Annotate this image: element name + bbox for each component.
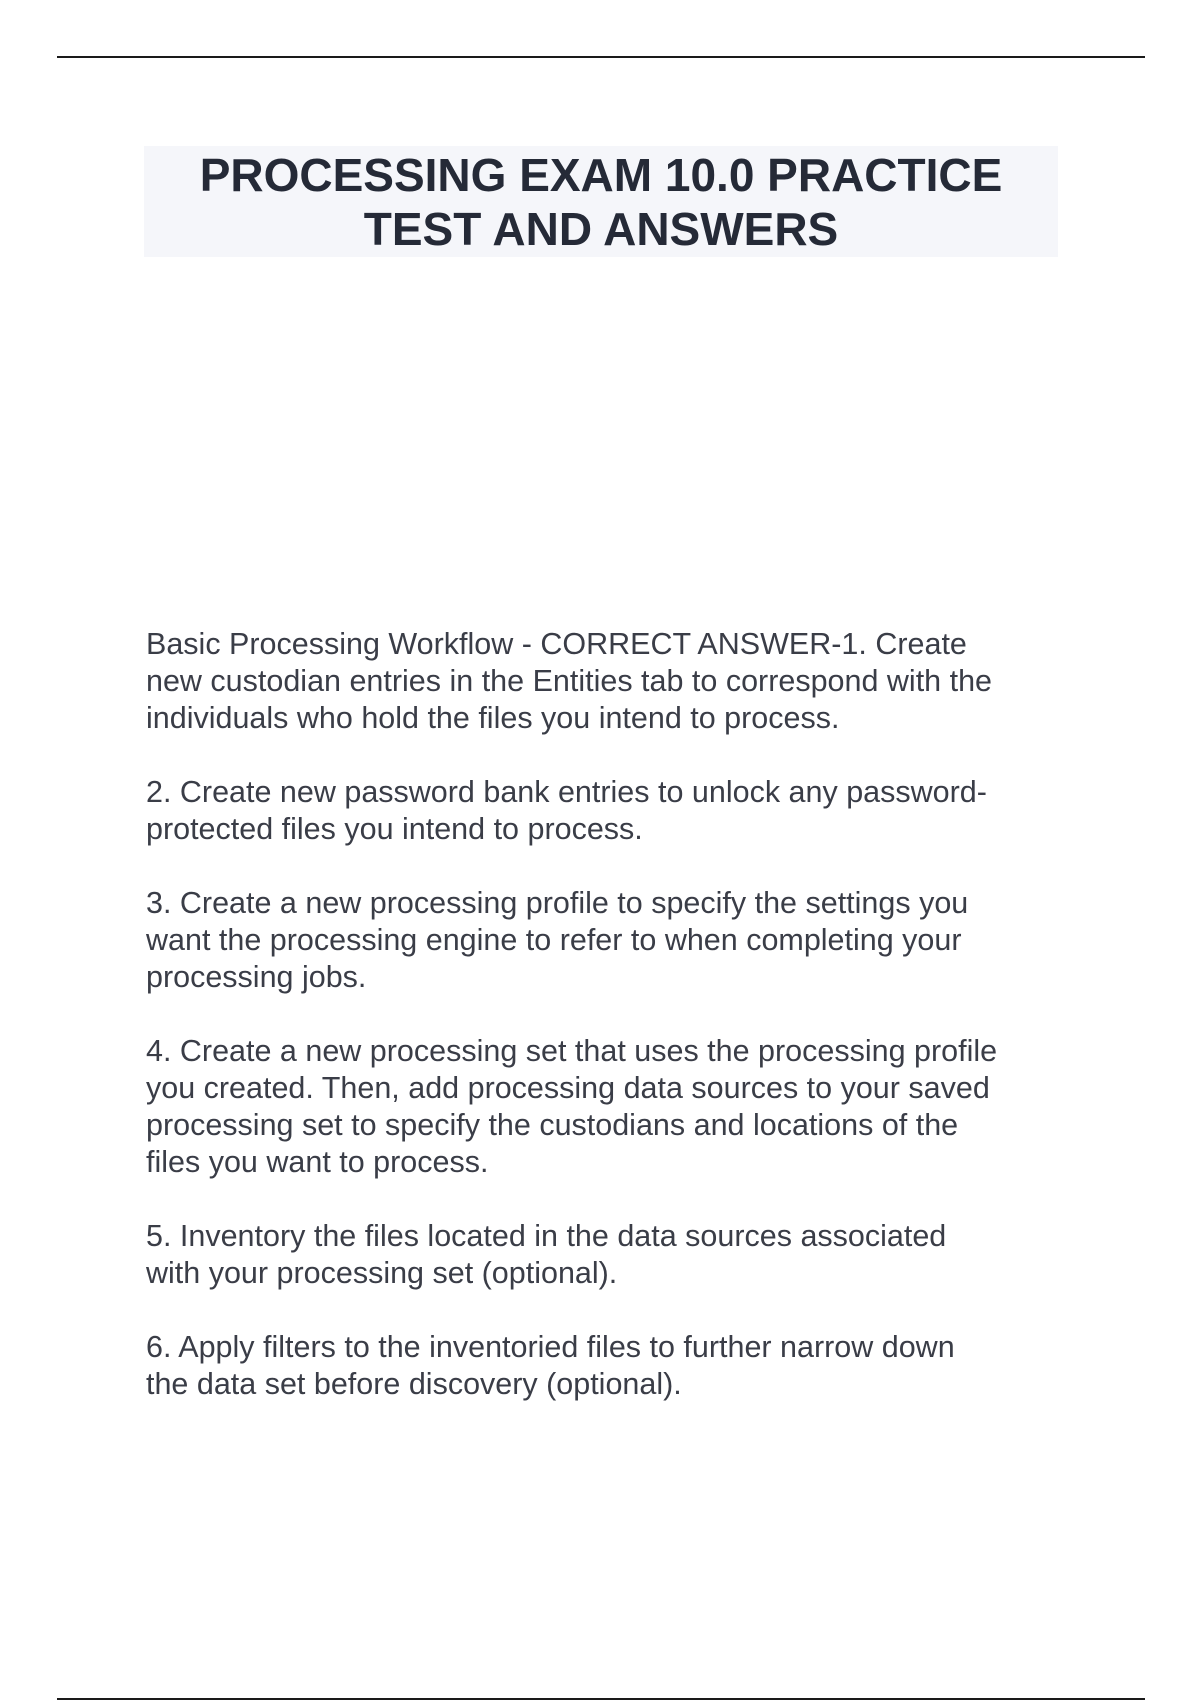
title-line-2: TEST AND ANSWERS bbox=[363, 202, 839, 255]
paragraph-line: individuals who hold the files you intend to process. bbox=[146, 701, 840, 735]
paragraph-line: Basic Processing Workflow - CORRECT ANSWER-1. Create bbox=[146, 627, 967, 661]
paragraph-line: the data set before discovery (optional). bbox=[146, 1367, 682, 1401]
paragraph-line: with your processing set (optional). bbox=[146, 1256, 618, 1290]
paragraph-line: 2. Create new password bank entries to unlock any password- bbox=[146, 775, 987, 809]
title-line-1: PROCESSING EXAM 10.0 PRACTICE bbox=[199, 148, 1003, 201]
paragraph-line: 4. Create a new processing set that uses the processing profile bbox=[146, 1034, 998, 1068]
paragraph-4 bbox=[146, 1033, 1066, 1181]
top-divider bbox=[57, 56, 1145, 58]
paragraph-line: want the processing engine to refer to when completing your bbox=[146, 923, 962, 957]
paragraph-line: new custodian entries in the Entities tab to correspond with the bbox=[146, 664, 993, 698]
paragraph-6 bbox=[146, 1329, 1066, 1403]
paragraph-line: you created. Then, add processing data sources to your saved bbox=[146, 1071, 990, 1105]
body-content bbox=[146, 626, 1066, 1440]
paragraph-3 bbox=[146, 885, 1066, 996]
title-banner bbox=[144, 146, 1058, 257]
paragraph-5 bbox=[146, 1218, 1066, 1292]
paragraph-1 bbox=[146, 626, 1066, 737]
paragraph-line: 3. Create a new processing profile to specify the settings you bbox=[146, 886, 969, 920]
paragraph-line: protected files you intend to process. bbox=[146, 812, 643, 846]
paragraph-2 bbox=[146, 774, 1066, 848]
paragraph-line: processing jobs. bbox=[146, 960, 367, 994]
paragraph-line: 6. Apply filters to the inventoried files to further narrow down bbox=[146, 1330, 955, 1364]
paragraph-line: files you want to process. bbox=[146, 1145, 489, 1179]
paragraph-line: 5. Inventory the files located in the data sources associated bbox=[146, 1219, 947, 1253]
paragraph-line: processing set to specify the custodians and locations of the bbox=[146, 1108, 959, 1142]
